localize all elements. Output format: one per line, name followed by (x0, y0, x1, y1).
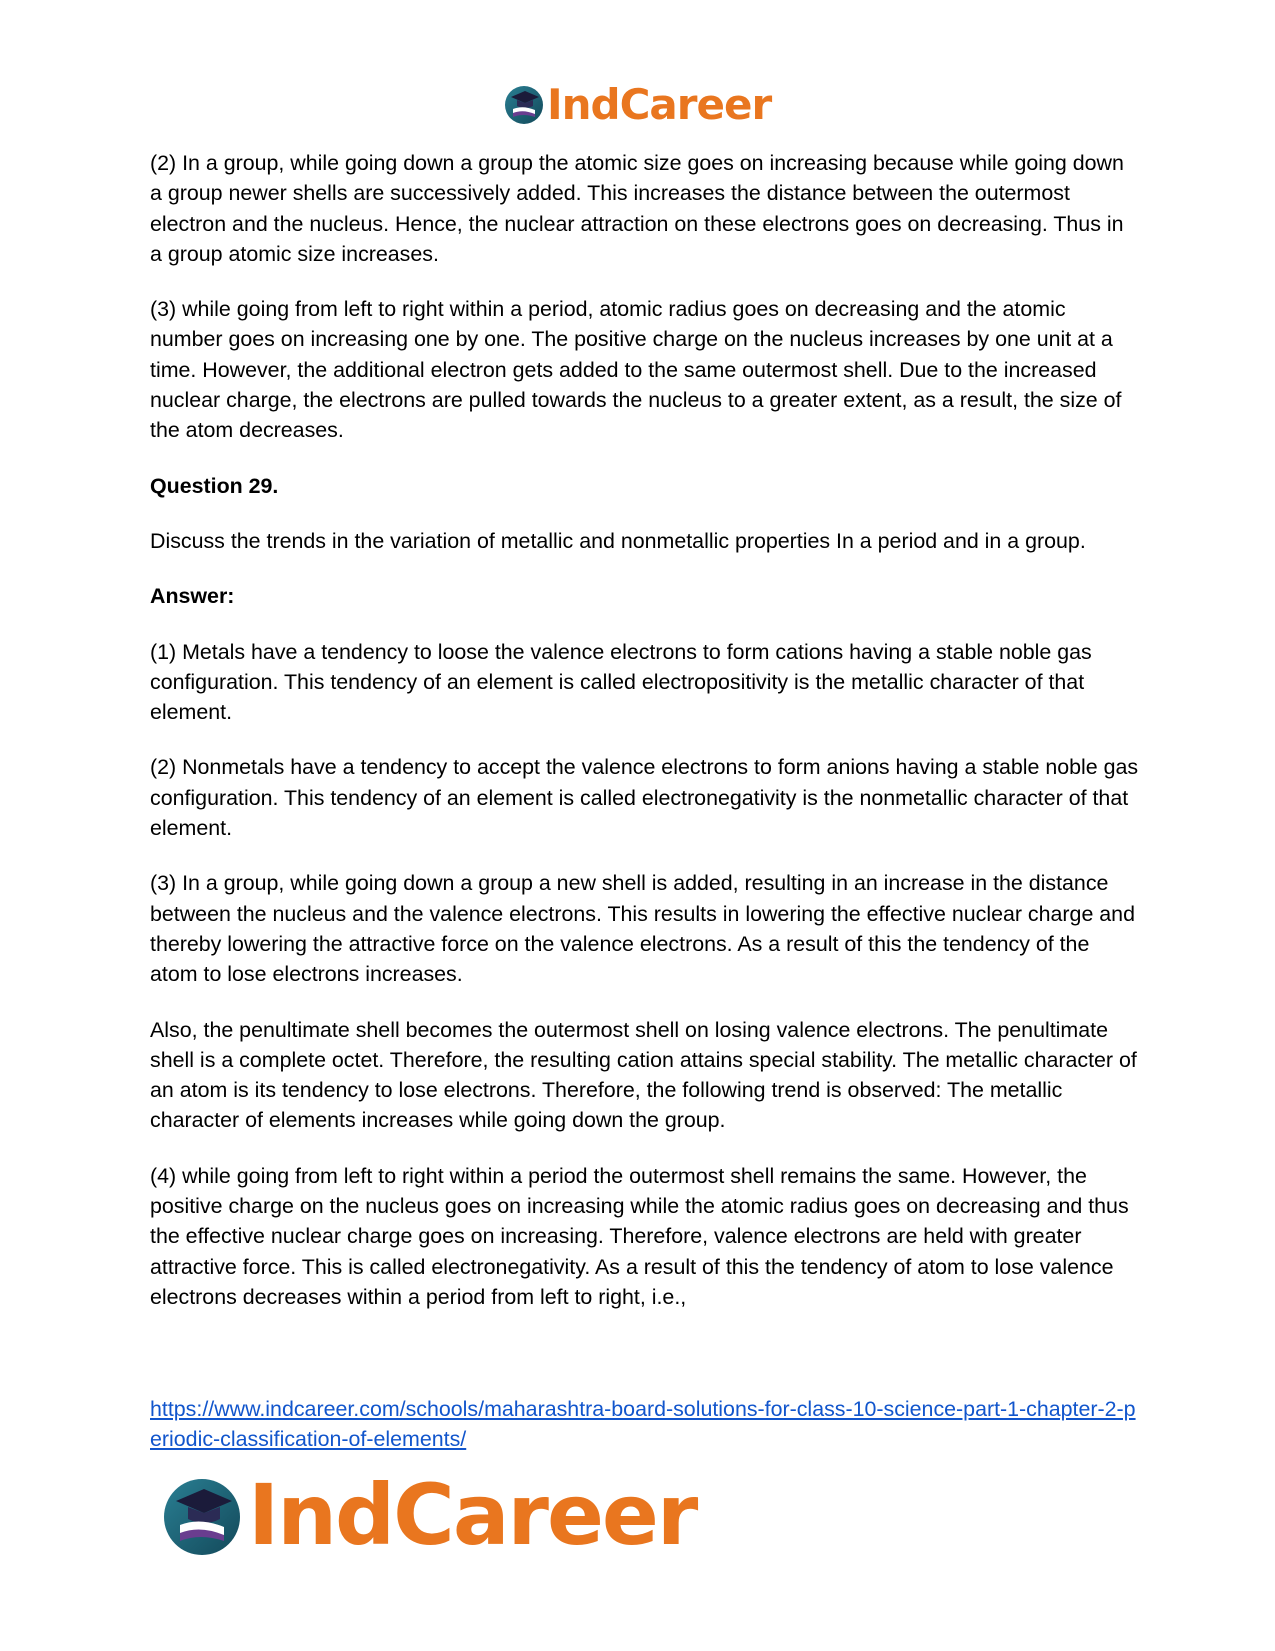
header-logo (503, 80, 771, 128)
graduation-cap-book-icon (503, 83, 545, 125)
paragraph: (2) Nonmetals have a tendency to accept the valence electrons to form anions having a stable noble gas configuration. This tendency of an element is called electronegativity is the nonmetallic character of that element. (150, 755, 1139, 841)
logo-wordmark: IndCareer (248, 1466, 697, 1564)
paragraph: (3) In a group, while going down a group a new shell is added, resulting in an increase in the distance between the nucleus and the valence electrons. This results in lowering the effective nuclear charge and thereby lowering the attractive force on the valence electrons. As a result of this the tendency of the atom to lose electrons increases. (150, 871, 1135, 987)
graduation-cap-book-icon (160, 1473, 244, 1557)
paragraph: (1) Metals have a tendency to loose the valence electrons to form cations having a stable noble gas configuration. This tendency of an element is called electropositivity is the metallic character of that element. (150, 639, 1092, 725)
footer-logo (160, 1466, 697, 1564)
source-url-link[interactable]: https://www.indcareer.com/schools/maharashtra-board-solutions-for-class-10-science-part-1-chapter-2-periodic-classification-of-elements/ (150, 1397, 1136, 1451)
question-heading: Question 29. (150, 473, 279, 498)
document-body (150, 148, 1140, 1337)
question-text: Discuss the trends in the variation of metallic and nonmetallic properties In a period and in a group. (150, 528, 1086, 553)
answer-heading: Answer: (150, 584, 235, 609)
paragraph: (3) while going from left to right within a period, atomic radius goes on decreasing and the atomic number goes on increasing one by one. The positive charge on the nucleus increases by one unit at a time. However, the additional electron gets added to the same outermost shell. Due to the increased nuclear charge, the electrons are pulled towards the nucleus to a greater extent, as a result, the size of the atom decreases. (150, 297, 1122, 443)
paragraph: (4) while going from left to right within a period the outermost shell remains the same. However, the positive charge on the nucleus goes on increasing while the atomic radius goes on decreasing and thus the effective nuclear charge goes on increasing. Therefore, valence electrons are held with greater attractive force. This is called electronegativity. As a result of this the tendency of atom to lose valence electrons decreases within a period from left to right, i.e., (150, 1163, 1129, 1309)
paragraph: (2) In a group, while going down a group the atomic size goes on increasing because while going down a group newer shells are successively added. This increases the distance between the outermost electron and the nucleus. Hence, the nuclear attraction on these electrons goes on decreasing. Thus in a group atomic size increases. (150, 151, 1124, 266)
paragraph: Also, the penultimate shell becomes the outermost shell on losing valence electrons. The penultimate shell is a complete octet. Therefore, the resulting cation attains special stability. The metallic character of an atom is its tendency to lose electrons. Therefore, the following trend is observed: The metallic character of elements increases while going down the group. (150, 1017, 1137, 1133)
logo-wordmark: IndCareer (547, 79, 772, 129)
